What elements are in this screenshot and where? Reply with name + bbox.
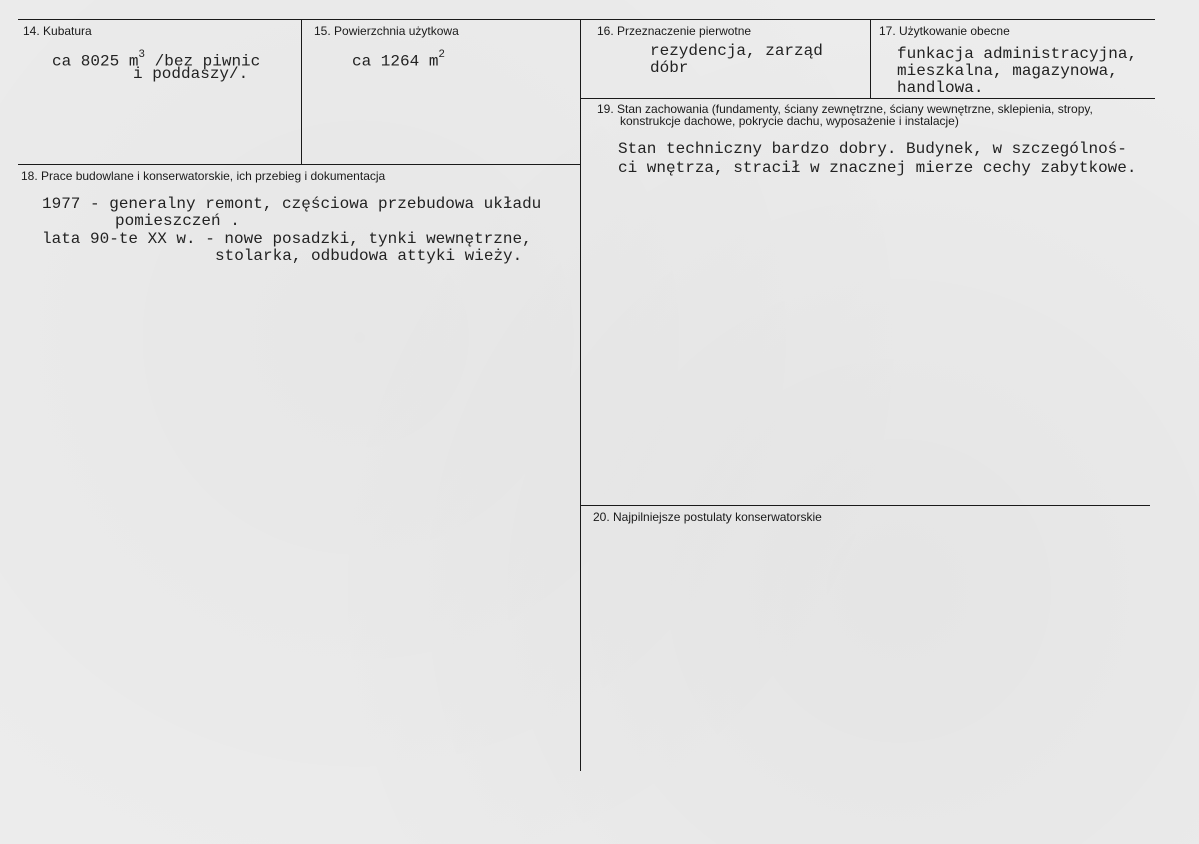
divider-left-right xyxy=(580,19,581,771)
field-20-label: 20. Najpilniejsze postulaty konserwatorskie xyxy=(593,510,822,524)
field-19-text-line2: ci wnętrza, stracił w znacznej mierze cechy zabytkowe. xyxy=(618,159,1137,177)
divider-14-15 xyxy=(301,19,302,164)
field-18-text-line1: 1977 - generalny remont, częściowa przebudowa układu xyxy=(42,195,542,213)
field-15-amount: ca 1264 m xyxy=(352,52,439,71)
field-14-value-line2: i poddaszy/. xyxy=(133,65,249,83)
field-19-text-line1: Stan techniczny bardzo dobry. Budynek, w szczególnoś- xyxy=(618,140,1127,158)
field-19-label-line1: 19. Stan zachowania (fundamenty, ściany zewnętrzne, ściany wewnętrzne, sklepienia, stropy, xyxy=(597,102,1093,116)
field-15-label: 15. Powierzchnia użytkowa xyxy=(314,24,459,38)
field-18-text-line4: stolarka, odbudowa attyki wieży. xyxy=(215,247,523,265)
field-14-amount: ca 8025 m xyxy=(52,52,139,71)
field-18-text-line3: lata 90-te XX w. - nowe posadzki, tynki wewnętrzne, xyxy=(42,230,532,248)
field-17-value-line2: mieszkalna, magazynowa, xyxy=(897,62,1118,80)
top-rule xyxy=(18,19,1155,20)
field-15-unit-exponent: 2 xyxy=(438,49,446,61)
field-17-value-line3: handlowa. xyxy=(897,79,984,97)
field-17-value-line1: funkacja administracyjna, xyxy=(897,45,1138,63)
field-14-unit-exponent: 3 xyxy=(138,49,146,61)
rule-above-20 xyxy=(581,505,1150,506)
field-14-label: 14. Kubatura xyxy=(23,24,92,38)
field-19-label-line2: konstrukcje dachowe, pokrycie dachu, wyposażenie i instalacje) xyxy=(620,114,959,128)
field-18-text-line2: pomieszczeń . xyxy=(115,212,240,230)
field-17-label: 17. Użytkowanie obecne xyxy=(879,24,1010,38)
field-15-value xyxy=(352,49,445,70)
field-16-value-line2: dóbr xyxy=(650,59,689,77)
rule-above-19 xyxy=(581,98,1155,99)
field-18-label: 18. Prace budowlane i konserwatorskie, ich przebieg i dokumentacja xyxy=(21,169,386,183)
rule-above-18 xyxy=(18,164,581,165)
field-16-value-line1: rezydencja, zarząd xyxy=(650,42,823,60)
divider-16-17 xyxy=(870,19,871,99)
field-16-label: 16. Przeznaczenie pierwotne xyxy=(597,24,752,38)
field-14-note: /bez piwnic xyxy=(145,52,261,71)
